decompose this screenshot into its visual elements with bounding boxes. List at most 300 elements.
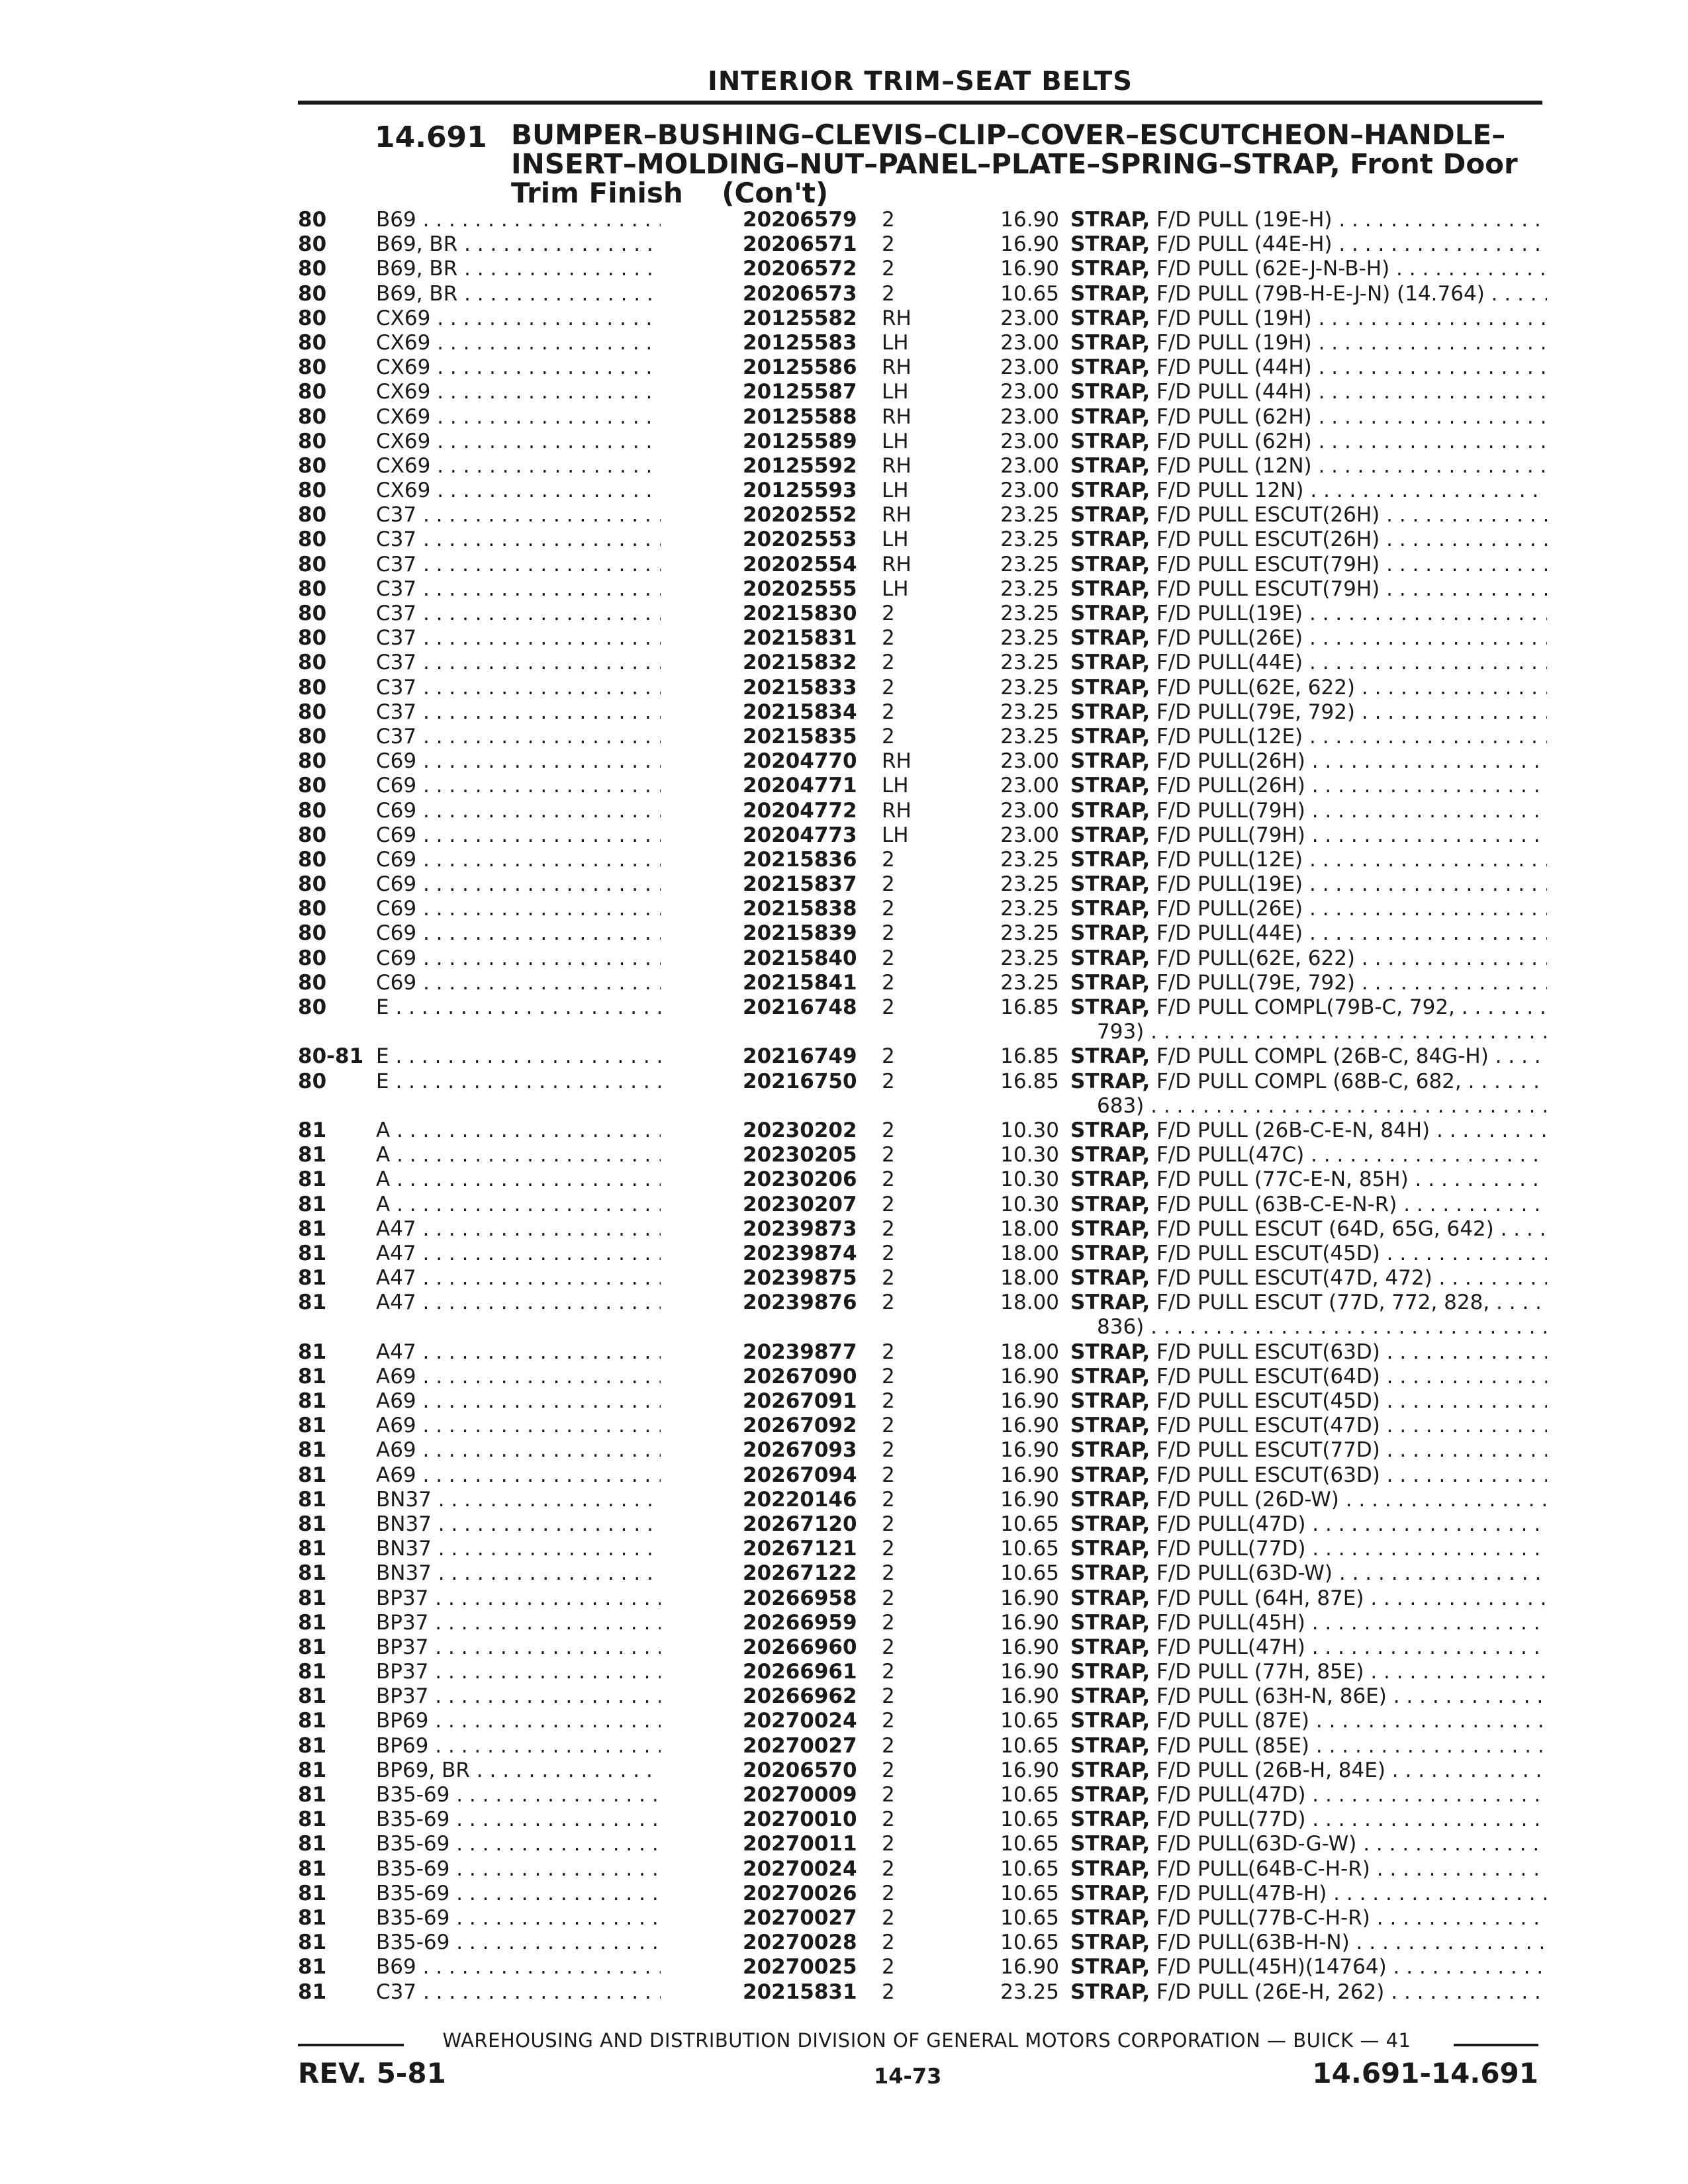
- description-text: F/D PULL COMPL (68B-C, 682,: [1156, 1069, 1462, 1093]
- table-row: [298, 1734, 1549, 1758]
- footer-text: WAREHOUSING AND DISTRIBUTION DIVISION OF GENERAL MOTORS CORPORATION — BUICK — 41: [442, 2029, 1411, 2052]
- part-number-cell: 20215832: [743, 651, 857, 675]
- table-row: [298, 848, 1549, 872]
- year-cell: 80: [298, 602, 327, 625]
- table-row: [298, 380, 1549, 404]
- description-cell: [1070, 1758, 1547, 1783]
- description-cell: [1070, 1044, 1547, 1069]
- table-row: [298, 1783, 1549, 1807]
- description-text: F/D PULL (64H, 87E): [1156, 1586, 1364, 1610]
- description-cell: [1070, 1561, 1547, 1586]
- description-cell: [1070, 1611, 1547, 1635]
- quantity-cell: 2: [882, 1733, 895, 1758]
- model-cell: A47 . . .: [376, 1217, 661, 1242]
- description-text: F/D PULL (26B-H, 84E): [1156, 1758, 1385, 1782]
- description-text: F/D PULL (85E): [1156, 1733, 1310, 1758]
- part-number-cell: 20266960: [743, 1635, 857, 1659]
- quantity-cell: 2: [882, 995, 895, 1019]
- table-row: [298, 527, 1549, 552]
- description-text: F/D PULL(62E, 622): [1156, 675, 1356, 700]
- quantity-cell: 2: [882, 1143, 895, 1167]
- price-cell: 10.65: [1000, 1733, 1059, 1758]
- description-cell: [1070, 1365, 1547, 1389]
- description-text: F/D PULL(77B-C-H-R): [1156, 1905, 1370, 1930]
- price-cell: 23.00: [1000, 823, 1059, 847]
- part-number-cell: 20204773: [743, 823, 857, 847]
- part-number-cell: 20206579: [743, 208, 857, 232]
- table-row: [298, 282, 1549, 306]
- year-cell: 81: [298, 1979, 327, 2004]
- description-keyword: STRAP,: [1070, 453, 1150, 478]
- description-text: F/D PULL COMPL (26B-C, 84G-H): [1156, 1044, 1489, 1069]
- description-cell: [1070, 1882, 1547, 1906]
- year-cell: 80: [298, 675, 327, 700]
- part-number-cell: 20267121: [743, 1537, 857, 1561]
- quantity-cell: RH: [882, 503, 912, 527]
- year-cell: 80: [298, 946, 327, 970]
- description-text: F/D PULL ESCUT(45D): [1156, 1389, 1380, 1413]
- year-cell: 80: [298, 380, 327, 404]
- part-number-cell: 20239874: [743, 1241, 857, 1265]
- table-row: [298, 355, 1549, 380]
- table-row: [298, 1807, 1549, 1832]
- quantity-cell: 2: [882, 872, 895, 897]
- model-cell: A69 . . .: [376, 1365, 661, 1389]
- description-text: F/D PULL (77H, 85E): [1156, 1660, 1364, 1684]
- price-cell: 23.00: [1000, 330, 1059, 355]
- table-row: [298, 1537, 1549, 1561]
- model-cell: B69 . . .: [376, 1955, 661, 1979]
- part-number-cell: 20125593: [743, 478, 857, 503]
- model-cell: A . . .: [376, 1167, 661, 1192]
- section-title: [511, 120, 1544, 208]
- description-cell: [1070, 331, 1547, 355]
- part-number-cell: 20270027: [743, 1905, 857, 1930]
- quantity-cell: 2: [882, 1684, 895, 1709]
- description-text: F/D PULL (62H): [1156, 404, 1312, 429]
- part-number-cell: 20230206: [743, 1167, 857, 1192]
- quantity-cell: LH: [882, 774, 909, 798]
- model-cell: A47 . . .: [376, 1266, 661, 1291]
- year-cell: 81: [298, 1216, 327, 1241]
- model-cell: B35-69 . . .: [376, 1931, 661, 1955]
- description-text: F/D PULL ESCUT(77D): [1156, 1438, 1380, 1463]
- model-cell: C37 . . .: [376, 626, 661, 651]
- part-number-cell: 20267092: [743, 1414, 857, 1438]
- description-text: F/D PULL (19E-H): [1156, 208, 1333, 232]
- table-row: [298, 454, 1549, 478]
- year-cell: 81: [298, 1610, 327, 1635]
- part-number-cell: 20270027: [743, 1733, 857, 1758]
- part-number-cell: 20202554: [743, 552, 857, 576]
- year-cell: 80: [298, 897, 327, 921]
- description-text: F/D PULL(44E): [1156, 921, 1303, 946]
- year-cell: 80: [298, 478, 327, 503]
- description-keyword: STRAP,: [1070, 1783, 1150, 1807]
- part-number-cell: 20239875: [743, 1266, 857, 1291]
- year-cell: 81: [298, 1733, 327, 1758]
- description-cell: [1070, 1906, 1547, 1931]
- description-text: F/D PULL ESCUT(63D): [1156, 1340, 1380, 1364]
- model-cell: B69, BR . . .: [376, 232, 661, 257]
- model-cell: C69 . . .: [376, 823, 661, 848]
- part-number-cell: 20267091: [743, 1389, 857, 1413]
- revision-label: REV. 5-81: [298, 2057, 446, 2089]
- description-keyword: STRAP,: [1070, 1118, 1150, 1142]
- table-row: [298, 1438, 1549, 1463]
- part-number-cell: 20270011: [743, 1832, 857, 1856]
- part-number-cell: 20215834: [743, 700, 857, 724]
- quantity-cell: 2: [882, 1266, 895, 1291]
- model-cell: CX69 . . .: [376, 405, 661, 430]
- quantity-cell: LH: [882, 527, 909, 552]
- price-cell: 23.00: [1000, 798, 1059, 823]
- part-number-cell: 20215840: [743, 946, 857, 970]
- quantity-cell: 2: [882, 1881, 895, 1905]
- description-cell: [1070, 971, 1547, 995]
- description-text: F/D PULL(19E): [1156, 872, 1303, 897]
- quantity-cell: 2: [882, 1340, 895, 1364]
- section-title-line-1: BUMPER–BUSHING–CLEVIS–CLIP–COVER–ESCUTCHEON–HANDLE–: [511, 118, 1506, 151]
- description-cell: [1070, 1783, 1547, 1807]
- part-number-cell: 20204770: [743, 749, 857, 774]
- price-cell: 16.90: [1000, 1684, 1059, 1709]
- part-number-cell: 20266961: [743, 1660, 857, 1684]
- description-cell: [1070, 946, 1547, 971]
- year-cell: 81: [298, 1561, 327, 1586]
- table-row: [298, 1463, 1549, 1488]
- year-cell: 80: [298, 576, 327, 601]
- section-number: 14.691: [375, 120, 487, 154]
- year-cell: 81: [298, 1143, 327, 1167]
- quantity-cell: 2: [882, 1955, 895, 1979]
- year-cell: 80: [298, 503, 327, 527]
- price-cell: 10.65: [1000, 1561, 1059, 1586]
- price-cell: 10.65: [1000, 1832, 1059, 1856]
- model-cell: A . . .: [376, 1118, 661, 1143]
- section-title-line-3: Trim Finish (Con't): [511, 177, 829, 209]
- quantity-cell: 2: [882, 602, 895, 625]
- year-cell: 81: [298, 1684, 327, 1709]
- model-cell: BN37 . . .: [376, 1488, 661, 1512]
- quantity-cell: 2: [882, 1438, 895, 1463]
- description-keyword: STRAP,: [1070, 774, 1150, 798]
- table-row: [298, 823, 1549, 848]
- description-cell: [1070, 306, 1547, 331]
- price-cell: 10.65: [1000, 1881, 1059, 1905]
- year-cell: 81: [298, 1586, 327, 1610]
- model-cell: CX69 . . .: [376, 454, 661, 478]
- part-number-cell: 20125582: [743, 306, 857, 330]
- description-cell: [1070, 1438, 1547, 1463]
- part-number-cell: 20266959: [743, 1610, 857, 1635]
- description-text: F/D PULL(12E): [1156, 847, 1303, 872]
- year-cell: 81: [298, 1783, 327, 1807]
- model-cell: E . . .: [376, 995, 661, 1020]
- description-cell: [1070, 1242, 1547, 1266]
- quantity-cell: 2: [882, 1291, 895, 1315]
- table-row: [298, 1217, 1549, 1242]
- part-number-cell: 20215831: [743, 626, 857, 651]
- price-cell: 16.90: [1000, 208, 1059, 232]
- description-text: F/D PULL(47D): [1156, 1783, 1306, 1807]
- description-cell: [1070, 454, 1547, 478]
- quantity-cell: 2: [882, 1856, 895, 1881]
- model-cell: BN37 . . .: [376, 1537, 661, 1561]
- price-cell: 10.30: [1000, 1167, 1059, 1192]
- part-number-cell: 20125586: [743, 355, 857, 380]
- table-row: [298, 257, 1549, 281]
- table-row: [298, 872, 1549, 897]
- description-keyword: STRAP,: [1070, 281, 1150, 306]
- quantity-cell: 2: [882, 1512, 895, 1536]
- price-cell: 18.00: [1000, 1340, 1059, 1364]
- description-cell: [1070, 478, 1547, 503]
- year-cell: 80: [298, 527, 327, 552]
- year-cell: 81: [298, 1364, 327, 1388]
- price-cell: 10.65: [1000, 1807, 1059, 1832]
- footer-rule-right: [1454, 2044, 1538, 2046]
- header-rule: [298, 101, 1542, 105]
- quantity-cell: RH: [882, 404, 912, 429]
- description-keyword: STRAP,: [1070, 1832, 1150, 1856]
- description-cell: [1070, 430, 1547, 454]
- description-keyword: STRAP,: [1070, 749, 1150, 774]
- description-cell: [1070, 1857, 1547, 1882]
- description-keyword: STRAP,: [1070, 478, 1150, 503]
- price-cell: 23.00: [1000, 453, 1059, 478]
- description-cell: [1070, 749, 1547, 774]
- description-text: F/D PULL (77C-E-N, 85H): [1156, 1167, 1409, 1192]
- description-text: F/D PULL(79E, 792): [1156, 970, 1356, 995]
- table-row: [298, 1118, 1549, 1143]
- year-cell: 80: [298, 626, 327, 651]
- description-text: F/D PULL ESCUT (64D, 65G, 642): [1156, 1216, 1494, 1241]
- part-number-cell: 20215837: [743, 872, 857, 897]
- model-cell: BP37 . . .: [376, 1635, 661, 1660]
- description-keyword: STRAP,: [1070, 429, 1150, 453]
- year-cell: 80: [298, 208, 327, 232]
- year-cell: 81: [298, 1807, 327, 1832]
- year-cell: 81: [298, 1537, 327, 1561]
- description-keyword: STRAP,: [1070, 1364, 1150, 1388]
- price-cell: 23.00: [1000, 355, 1059, 380]
- description-keyword: STRAP,: [1070, 823, 1150, 847]
- model-cell: C69 . . .: [376, 774, 661, 798]
- footer-rule-left: [298, 2044, 404, 2046]
- model-cell: C37 . . .: [376, 577, 661, 602]
- price-cell: 16.90: [1000, 1487, 1059, 1512]
- description-keyword: STRAP,: [1070, 1758, 1150, 1782]
- part-number-cell: 20270009: [743, 1783, 857, 1807]
- description-text: F/D PULL (44H): [1156, 355, 1312, 380]
- description-keyword: STRAP,: [1070, 1438, 1150, 1463]
- year-cell: 81: [298, 1192, 327, 1216]
- price-cell: 23.25: [1000, 602, 1059, 625]
- table-row: [298, 1709, 1549, 1733]
- description-text: F/D PULL COMPL(79B-C, 792,: [1156, 995, 1455, 1019]
- table-row: [298, 700, 1549, 725]
- year-cell: 80: [298, 774, 327, 798]
- year-cell: 80: [298, 330, 327, 355]
- part-number-cell: 20230202: [743, 1118, 857, 1142]
- quantity-cell: 2: [882, 1586, 895, 1610]
- price-cell: 23.25: [1000, 503, 1059, 527]
- description-cell: [1070, 1463, 1547, 1488]
- model-cell: C69 . . .: [376, 921, 661, 946]
- description-keyword: STRAP,: [1070, 1931, 1150, 1955]
- year-cell: 81: [298, 1266, 327, 1291]
- description-cell: [1070, 774, 1547, 798]
- price-cell: 16.90: [1000, 1414, 1059, 1438]
- description-text: F/D PULL (62E-J-N-B-H): [1156, 257, 1390, 281]
- year-cell: 81: [298, 1340, 327, 1364]
- description-keyword: STRAP,: [1070, 724, 1150, 749]
- quantity-cell: 2: [882, 257, 895, 281]
- model-cell: E . . .: [376, 1044, 661, 1069]
- description-keyword: STRAP,: [1070, 503, 1150, 527]
- part-number-cell: 20267120: [743, 1512, 857, 1536]
- table-row: [298, 1931, 1549, 1955]
- price-cell: 23.00: [1000, 478, 1059, 503]
- description-keyword: STRAP,: [1070, 355, 1150, 380]
- part-number-cell: 20216748: [743, 995, 857, 1019]
- model-cell: CX69 . . .: [376, 430, 661, 454]
- price-cell: 23.25: [1000, 576, 1059, 601]
- quantity-cell: 2: [882, 1167, 895, 1192]
- description-keyword: STRAP,: [1070, 232, 1150, 257]
- price-cell: 10.30: [1000, 1192, 1059, 1216]
- part-number-cell: 20204771: [743, 774, 857, 798]
- price-cell: 18.00: [1000, 1291, 1059, 1315]
- price-cell: 16.90: [1000, 1635, 1059, 1659]
- model-cell: CX69 . . .: [376, 331, 661, 355]
- price-cell: 16.90: [1000, 257, 1059, 281]
- part-number-cell: 20267093: [743, 1438, 857, 1463]
- table-row: [298, 1611, 1549, 1635]
- description-text: F/D PULL ESCUT(64D): [1156, 1364, 1380, 1388]
- description-text: F/D PULL(47C): [1156, 1143, 1305, 1167]
- price-cell: 23.00: [1000, 380, 1059, 404]
- quantity-cell: 2: [882, 946, 895, 970]
- quantity-cell: 2: [882, 1118, 895, 1142]
- price-cell: 16.90: [1000, 1438, 1059, 1463]
- description-cell: [1070, 1414, 1547, 1438]
- description-cell: [1070, 1167, 1547, 1192]
- description-text: F/D PULL (19H): [1156, 330, 1312, 355]
- quantity-cell: RH: [882, 552, 912, 576]
- quantity-cell: LH: [882, 478, 909, 503]
- description-cell: [1070, 651, 1547, 675]
- description-keyword: STRAP,: [1070, 798, 1150, 823]
- description-cell: [1070, 527, 1547, 552]
- description-keyword: STRAP,: [1070, 1807, 1150, 1832]
- year-cell: 80: [298, 232, 327, 257]
- description-text: F/D PULL 12N): [1156, 478, 1304, 503]
- model-cell: BN37 . . .: [376, 1561, 661, 1586]
- year-cell: 80: [298, 749, 327, 774]
- model-cell: C37 . . .: [376, 602, 661, 626]
- quantity-cell: RH: [882, 453, 912, 478]
- table-row: [298, 626, 1549, 651]
- part-number-cell: 20270028: [743, 1931, 857, 1955]
- price-cell: 10.65: [1000, 281, 1059, 306]
- part-number-cell: 20215830: [743, 602, 857, 625]
- year-cell: 81: [298, 1241, 327, 1265]
- description-text: F/D PULL(45H): [1156, 1610, 1305, 1635]
- quantity-cell: 2: [882, 626, 895, 651]
- year-cell: 80: [298, 724, 327, 749]
- model-cell: B35-69 . . .: [376, 1783, 661, 1807]
- quantity-cell: 2: [882, 897, 895, 921]
- year-cell: 80: [298, 847, 327, 872]
- description-keyword: STRAP,: [1070, 576, 1150, 601]
- price-cell: 23.25: [1000, 651, 1059, 675]
- model-cell: C69 . . .: [376, 799, 661, 823]
- price-cell: 16.90: [1000, 1660, 1059, 1684]
- year-cell: 80: [298, 651, 327, 675]
- table-row-continuation: [298, 1020, 1549, 1044]
- part-number-cell: 20202552: [743, 503, 857, 527]
- year-cell: 80: [298, 552, 327, 576]
- description-cell: [1070, 553, 1547, 577]
- year-cell: 80: [298, 1069, 327, 1093]
- model-cell: CX69 . . .: [376, 380, 661, 404]
- description-text: F/D PULL (44E-H): [1156, 232, 1333, 257]
- price-cell: 23.00: [1000, 749, 1059, 774]
- description-text: F/D PULL ESCUT(26H): [1156, 503, 1380, 527]
- part-number-cell: 20125592: [743, 453, 857, 478]
- part-number-cell: 20270026: [743, 1881, 857, 1905]
- description-text: F/D PULL(79E, 792): [1156, 700, 1356, 724]
- model-cell: C37 . . .: [376, 725, 661, 749]
- quantity-cell: 2: [882, 1783, 895, 1807]
- year-cell: 80: [298, 355, 327, 380]
- model-cell: A69 . . .: [376, 1414, 661, 1438]
- table-row: [298, 651, 1549, 675]
- description-cell: [1070, 1537, 1547, 1561]
- part-number-cell: 20125587: [743, 380, 857, 404]
- description-keyword: STRAP,: [1070, 1733, 1150, 1758]
- price-cell: 10.65: [1000, 1783, 1059, 1807]
- description-text: F/D PULL(63D-G-W): [1156, 1832, 1357, 1856]
- model-cell: B69, BR . . .: [376, 257, 661, 281]
- model-cell: BP69, BR . . .: [376, 1758, 661, 1783]
- description-cell: [1070, 823, 1547, 848]
- description-text: F/D PULL ESCUT(47D, 472): [1156, 1266, 1432, 1291]
- description-keyword: STRAP,: [1070, 626, 1150, 651]
- description-cell: [1070, 700, 1547, 725]
- price-cell: 16.90: [1000, 1610, 1059, 1635]
- year-cell: 80: [298, 281, 327, 306]
- model-cell: BP37 . . .: [376, 1611, 661, 1635]
- quantity-cell: 2: [882, 675, 895, 700]
- quantity-cell: LH: [882, 380, 909, 404]
- model-cell: C37 . . .: [376, 527, 661, 552]
- description-text: F/D PULL ESCUT(79H): [1156, 576, 1380, 601]
- description-keyword: STRAP,: [1070, 1414, 1150, 1438]
- quantity-cell: 2: [882, 1364, 895, 1388]
- price-cell: 16.85: [1000, 1069, 1059, 1093]
- description-continuation: 836) . . .: [1097, 1315, 1547, 1340]
- model-cell: C69 . . .: [376, 848, 661, 872]
- table-row: [298, 1365, 1549, 1389]
- description-keyword: STRAP,: [1070, 330, 1150, 355]
- description-text: F/D PULL (87E): [1156, 1709, 1310, 1733]
- price-cell: 23.25: [1000, 552, 1059, 576]
- description-text: F/D PULL(63D-W): [1156, 1561, 1333, 1586]
- year-cell: 81: [298, 1635, 327, 1659]
